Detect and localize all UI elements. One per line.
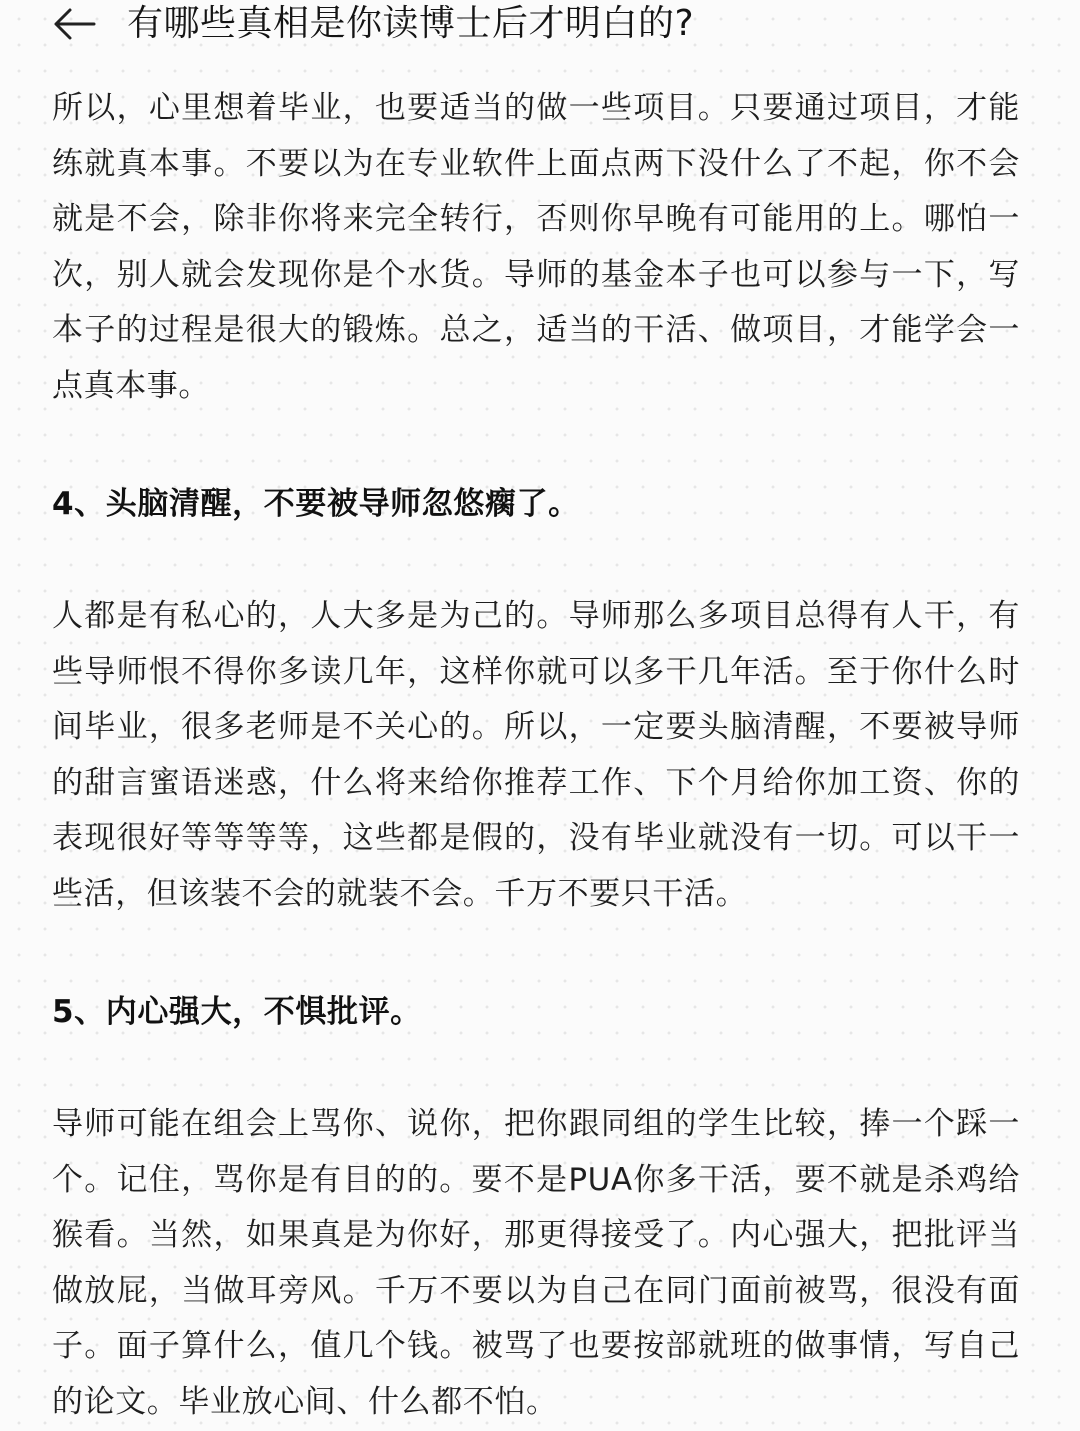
section-heading: 4、头脑清醒，不要被导师忽悠瘸了。 xyxy=(52,486,580,522)
section-heading: 5、内心强大，不惧批评。 xyxy=(52,994,422,1030)
article-paragraph: 所以，心里想着毕业，也要适当的做一些项目。只要通过项目，才能练就真本事。不要以为在专业软件上面点两下没什么了不起，你不会就是不会，除非你将来完全转行，否则你早晚有可能用的上。哪怕一次，别人就会发现你是个水货。导师的基金本子也可以参与一下，写本子的过程是很大的锻炼。总之，适当的干活、做项目，才能学会一点真本事。 xyxy=(52,90,1020,404)
back-button[interactable] xyxy=(50,4,100,44)
page-title: 有哪些真相是你读博士后才明白的? xyxy=(127,3,695,44)
article-paragraph: 人都是有私心的，人大多是为己的。导师那么多项目总得有人干，有些导师恨不得你多读几年，这样你就可以多干几年活。至于你什么时间毕业，很多老师是不关心的。所以，一定要头脑清醒，不要被导师的甜言蜜语迷惑，什么将来给你推荐工作、下个月给你加工资、你的表现很好等等等等，这些都是假的，没有毕业就没有一切。可以干一些活，但该装不会的就装不会。千万不要只干活。 xyxy=(52,598,1020,912)
arrow-left-icon xyxy=(50,4,100,44)
article-paragraph: 导师可能在组会上骂你、说你，把你跟同组的学生比较，捧一个踩一个。记住，骂你是有目的的。要不是PUA你多干活，要不就是杀鸡给猴看。当然，如果真是为你好，那更得接受了。内心强大，把批评当做放屁，当做耳旁风。千万不要以为自己在同门面前被骂，很没有面子。面子算什么，值几个钱。被骂了也要按部就班的做事情，写自己的论文。毕业放心间、什么都不怕。 xyxy=(52,1106,1020,1420)
top-bar xyxy=(0,0,1080,50)
